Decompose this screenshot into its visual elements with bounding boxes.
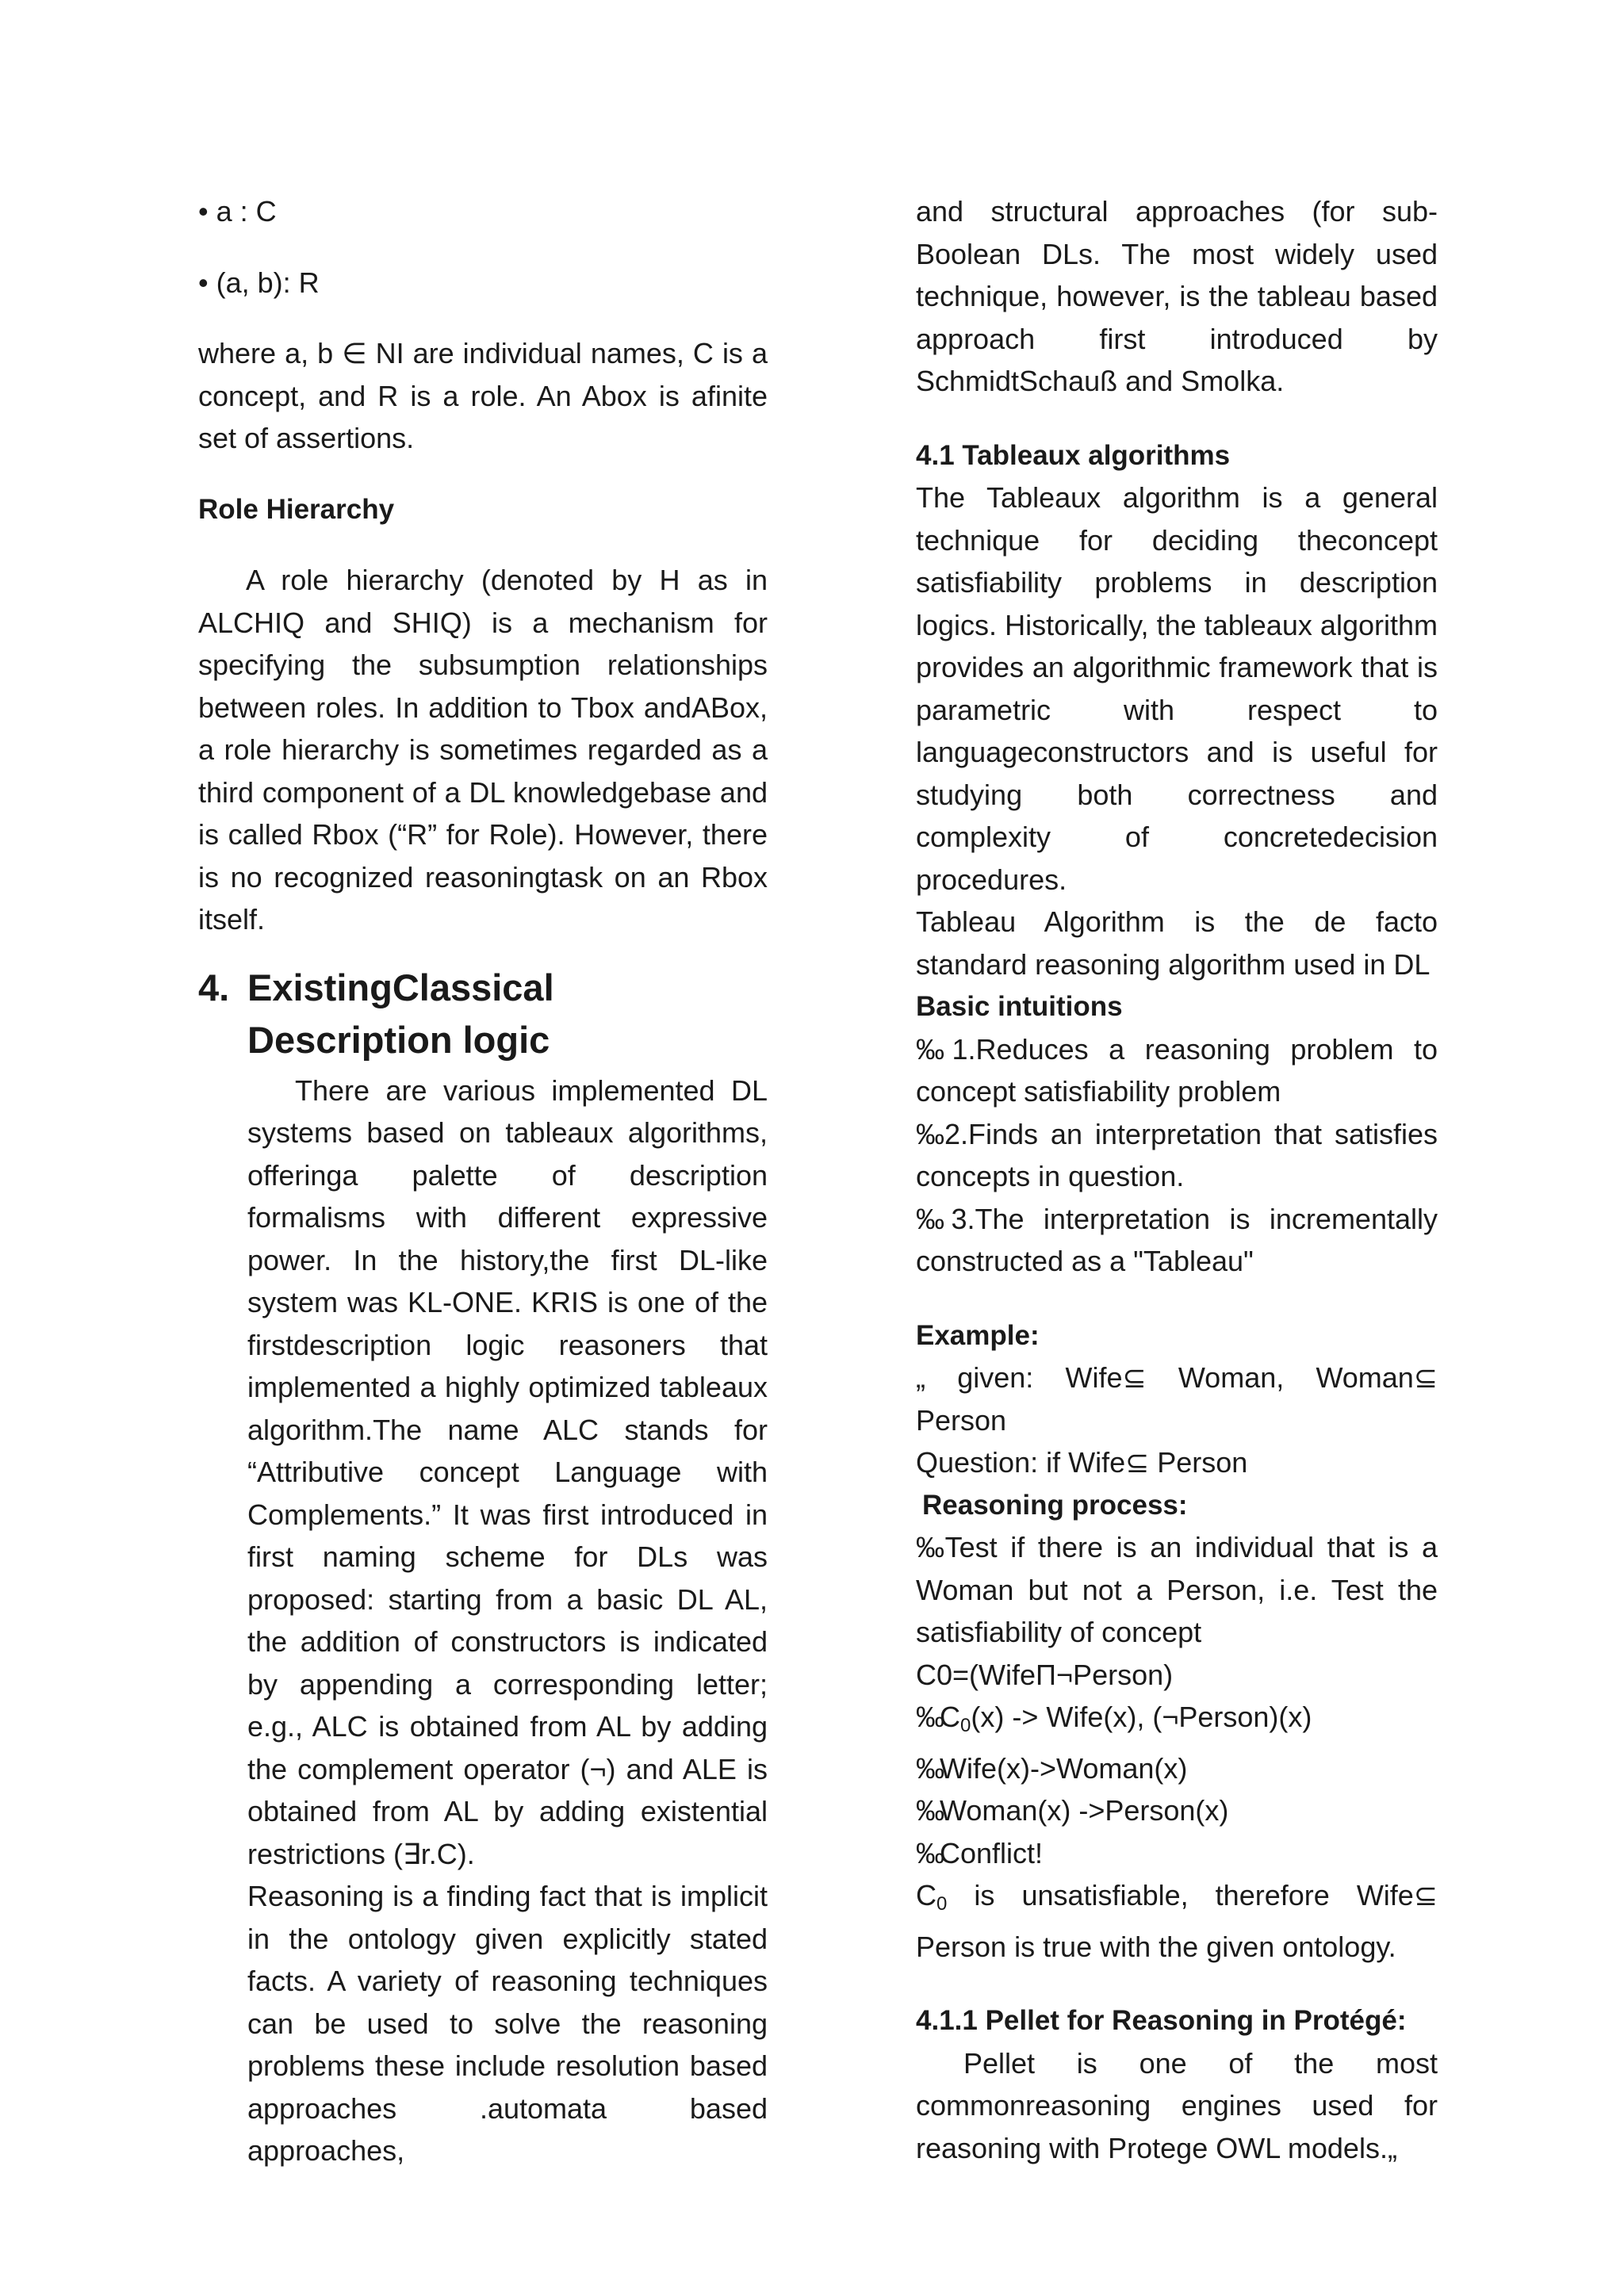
pellet-paragraph: Pellet is one of the most commonreasoning engines used for reasoning with Protege OWL models.„ bbox=[916, 2046, 1438, 2164]
tableaux-paragraph: The Tableaux algorithm is a general technique for deciding theconcept satisfiability problems in description logics. Historically, the tableaux algorithm provides an algorithmic framework that is parametric with respect to languageconstructors and is useful for studying both correctness and complexity of concretedecision procedures. bbox=[916, 481, 1438, 896]
section-4-paragraph-systems: There are various implemented DL systems based on tableaux algorithms, offeringa palette of description formalisms with different expressive power. In the history,the first DL-like system was KL-ONE. KRIS is one of the firstdescription logic reasoners that implemented a highly optimized tableaux algorithm.The name ALC stands for “Attributive concept Language with Complements.” It was first introduced in first naming scheme for DLs was proposed: starting from a basic DL AL, the addition of constructors is indicated by appending a corresponding letter; e.g., ALC is obtained from AL by adding the complement operator (¬) and ALE is obtained from AL by adding existential restrictions (∃r.C). bbox=[247, 1073, 768, 1870]
role-hierarchy-paragraph: A role hierarchy (denoted by H as in ALCHIQ and SHIQ) is a mechanism for specifying the subsumption relationships between roles. In addition to Tbox andABox, a role hierarchy is sometimes regarded as a third component of a DL knowledgebase and is called Rbox (“R” for Role). However, there is no recognized reasoningtask on an Rbox itself. bbox=[198, 564, 768, 936]
reasoning-step-4: ‰Conflict! bbox=[916, 1836, 1044, 1869]
right-column bbox=[916, 190, 1438, 2169]
list-marker: ‰ bbox=[916, 1202, 952, 1235]
section-4-body bbox=[247, 1070, 768, 2172]
section-4-1-1-heading: 4.1.1 Pellet for Reasoning in Protégé: bbox=[916, 2005, 1407, 2036]
reasoning-step-3: ‰Woman(x) ->Person(x) bbox=[916, 1794, 1229, 1827]
list-marker: ‰ bbox=[916, 1701, 940, 1733]
section-4-title: ExistingClassical Description logic bbox=[247, 966, 554, 1061]
intuition-item-2: ‰2.Finds an interpretation that satisfies concepts in question. bbox=[916, 1117, 1438, 1192]
reasoning-step-1: $‰C_0(x)$ -> Wife(x), (¬Person)(x) bbox=[916, 1701, 1312, 1736]
list-marker: ‰ bbox=[916, 1531, 945, 1563]
assertion-bullet-role: • (a, b): R bbox=[198, 266, 320, 299]
reasoning-process-test: ‰Test if there is an individual that is a Woman but not a Person, i.e. Test the satisfiability of concept bbox=[916, 1531, 1438, 1648]
example-heading: Example: bbox=[916, 1319, 1040, 1351]
section-4-number: 4. bbox=[198, 966, 230, 1008]
list-marker: ‰ bbox=[916, 1794, 940, 1827]
left-column bbox=[198, 190, 768, 2172]
assertion-definition-paragraph: where a, b ∈ NI are individual names, C is a concept, and R is a role. An Abox is afinite set of assertions. bbox=[198, 337, 768, 454]
list-marker: ‰ bbox=[916, 1117, 944, 1150]
reasoning-concept-c0: C0=(WifeΠ¬Person) bbox=[916, 1658, 1174, 1691]
approaches-continuation-paragraph: and structural approaches (for sub-Boolean DLs. The most widely used technique, however, is the tableau based approach first introduced by SchmidtSchauß and Smolka. bbox=[916, 195, 1438, 397]
section-4-1-heading: 4.1 Tableaux algorithms bbox=[916, 439, 1231, 471]
intuition-item-1: ‰1.Reduces a reasoning problem to concept satisfiability problem bbox=[916, 1032, 1438, 1108]
assertion-bullet-concept: • a : C bbox=[198, 195, 277, 228]
intuition-item-3: ‰3.The interpretation is incrementally constructed as a "Tableau" bbox=[916, 1202, 1438, 1277]
role-hierarchy-heading: Role Hierarchy bbox=[198, 493, 395, 525]
basic-intuitions-heading: Basic intuitions bbox=[916, 991, 1123, 1022]
example-question: Question: if Wife⊆ Person bbox=[916, 1446, 1248, 1479]
reasoning-process-heading: Reasoning process: bbox=[922, 1489, 1188, 1521]
list-marker: ‰ bbox=[916, 1836, 940, 1869]
reasoning-conclusion: $C_0$ is unsatisfiable, therefore Wife⊆ Person is true with the given ontology. bbox=[916, 1879, 1438, 1963]
tableau-standard-paragraph: Tableau Algorithm is the de facto standard reasoning algorithm used in DL bbox=[916, 905, 1438, 981]
list-marker: ‰ bbox=[916, 1751, 940, 1785]
example-given: „ given: Wife⊆ Woman, Woman⊆ Person bbox=[916, 1361, 1438, 1437]
section-4-heading bbox=[198, 962, 768, 1066]
section-4-paragraph-reasoning: Reasoning is a finding fact that is implicit in the ontology given explicitly stated facts. A variety of reasoning techniques can be used to solve the reasoning problems these include resolution based approaches .automata based approaches, bbox=[247, 1880, 768, 2167]
reasoning-step-2: ‰Wife(x)->Woman(x) bbox=[916, 1751, 1188, 1785]
list-marker: ‰ bbox=[916, 1032, 952, 1066]
